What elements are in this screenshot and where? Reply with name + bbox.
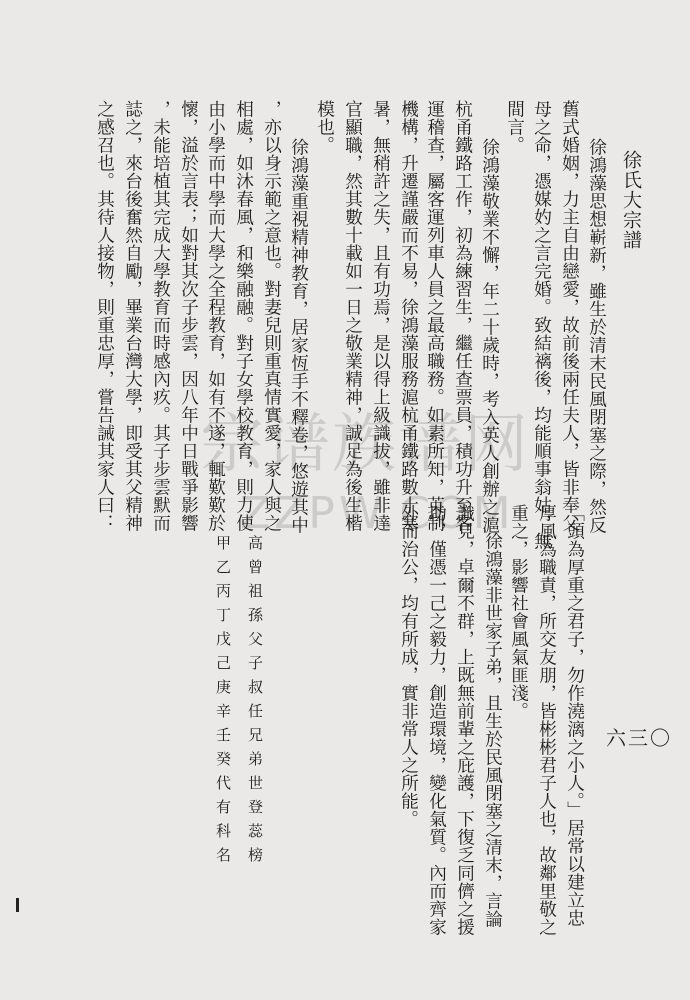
text-column: 徐鴻藻思想嶄新，雖生於清末民風閉塞之際，然反 (586, 138, 607, 534)
generation-char: 高 (248, 534, 265, 552)
text-column: 「頭為厚重之君子，勿作澆漓之小人。」居常以建立忠 (564, 504, 585, 928)
text-column: 誌之，來台後奮然自勵，畢業台灣大學，即受其父精神 (122, 100, 143, 532)
text-column: 懷，溢於言表；如對其次子步雲，因八年中日戰爭影響 (178, 100, 199, 532)
text-column: 官顯職，然其數十載如一日之敬業精神，誠足為後生楷 (342, 100, 363, 532)
generation-char: 丙 (216, 582, 233, 600)
text-column: 由小學而中學而大學之全程教育，如有不遂，輒歎歎於 (205, 100, 226, 532)
text-column: 徐鴻藻重視精神教育，居家恆手不釋卷，悠遊其中 (288, 138, 309, 534)
text-column: 杭甬鐵路工作，初為練習生，繼任查票員，積功升至客 (452, 100, 473, 532)
generation-char: 曾 (248, 558, 265, 576)
text-column: ，亦以身示範之意也。對妻兒則重真情實愛，家人與之 (261, 100, 282, 532)
text-column: 徐鴻藻敬業不懈，年二十歲時，考入英人創辦之滬 (479, 138, 500, 534)
generation-char: 子 (248, 654, 265, 672)
text-column: 重之，影響社會風氣匪淺。 (508, 504, 529, 720)
text-column: 母之命，憑媒妁之言完婚。致結褵後，均能順事翁姑，無 (531, 100, 552, 550)
text-column: 助，僅憑一己之毅力，創造環境，變化氣質。內而齊家 (426, 504, 447, 936)
text-column: 運稽查，屬客運列車人員之最高職務。如素所知，英制 (424, 100, 445, 532)
generation-char: 辛 (216, 702, 233, 720)
generation-char: 己 (216, 654, 233, 672)
generation-char: 孫 (248, 606, 265, 624)
generation-char: 代 (216, 774, 233, 792)
text-column: 厚風為職責，所交友朋，皆彬彬君子人也，故鄰里敬之 (536, 504, 557, 936)
scan-mark (16, 898, 19, 912)
text-column: 機構，升遷謹嚴而不易，徐鴻藻服務滬杭甬鐵路數十寒 (398, 100, 419, 532)
text-column: 徐鴻藻非世家子弟，且生於民風閉塞之清末，言論 (482, 532, 503, 928)
watermark-url: ZZPW.COM (240, 488, 515, 539)
generation-char: 叔 (248, 678, 265, 696)
generation-char: 甲 (216, 534, 233, 552)
watermark-cn: 宗谱族谱网 (200, 408, 530, 482)
text-column: 外而治公，均有所成，實非常人之所能。 (398, 504, 419, 828)
generation-char: 祖 (248, 582, 265, 600)
generation-char: 壬 (216, 726, 233, 744)
generation-char: 榜 (248, 846, 265, 864)
text-column: 舊式婚姻，力主自由戀愛，故前後兩任夫人，皆非奉父 (559, 100, 580, 532)
text-column: 間言。 (504, 100, 525, 154)
generation-char: 乙 (216, 558, 233, 576)
generation-char: 癸 (216, 750, 233, 768)
page-number: 六三〇 (606, 726, 672, 750)
text-column: 識見，卓爾不群，上既無前輩之庇護，下復乏同儕之援 (454, 504, 475, 936)
generation-char: 科 (216, 822, 233, 840)
generation-char: 有 (216, 798, 233, 816)
generation-char: 庚 (216, 678, 233, 696)
text-column: 之感召也。其待人接物，則重忠厚，嘗告誡其家人曰： (94, 100, 115, 532)
page-header-title: 徐氏大宗譜 (620, 150, 642, 250)
generation-char: 兄 (248, 726, 265, 744)
text-column: ，未能培植其完成大學教育而時感內疚。其子步雲默而 (150, 100, 171, 532)
generation-char: 父 (248, 630, 265, 648)
generation-char: 蕊 (248, 822, 265, 840)
generation-char: 戊 (216, 630, 233, 648)
generation-char: 任 (248, 702, 265, 720)
generation-char: 世 (248, 774, 265, 792)
generation-char: 名 (216, 846, 233, 864)
generation-char: 弟 (248, 750, 265, 768)
generation-char: 丁 (216, 606, 233, 624)
text-column: 相處，如沐春風，和樂融融。對子女學校教育，則力使 (233, 100, 254, 532)
text-column: 模也。 (314, 100, 335, 154)
text-column: 暑，無稍許之失，且有功焉，是以得上級識拔，雖非達 (370, 100, 391, 532)
generation-char: 登 (248, 798, 265, 816)
